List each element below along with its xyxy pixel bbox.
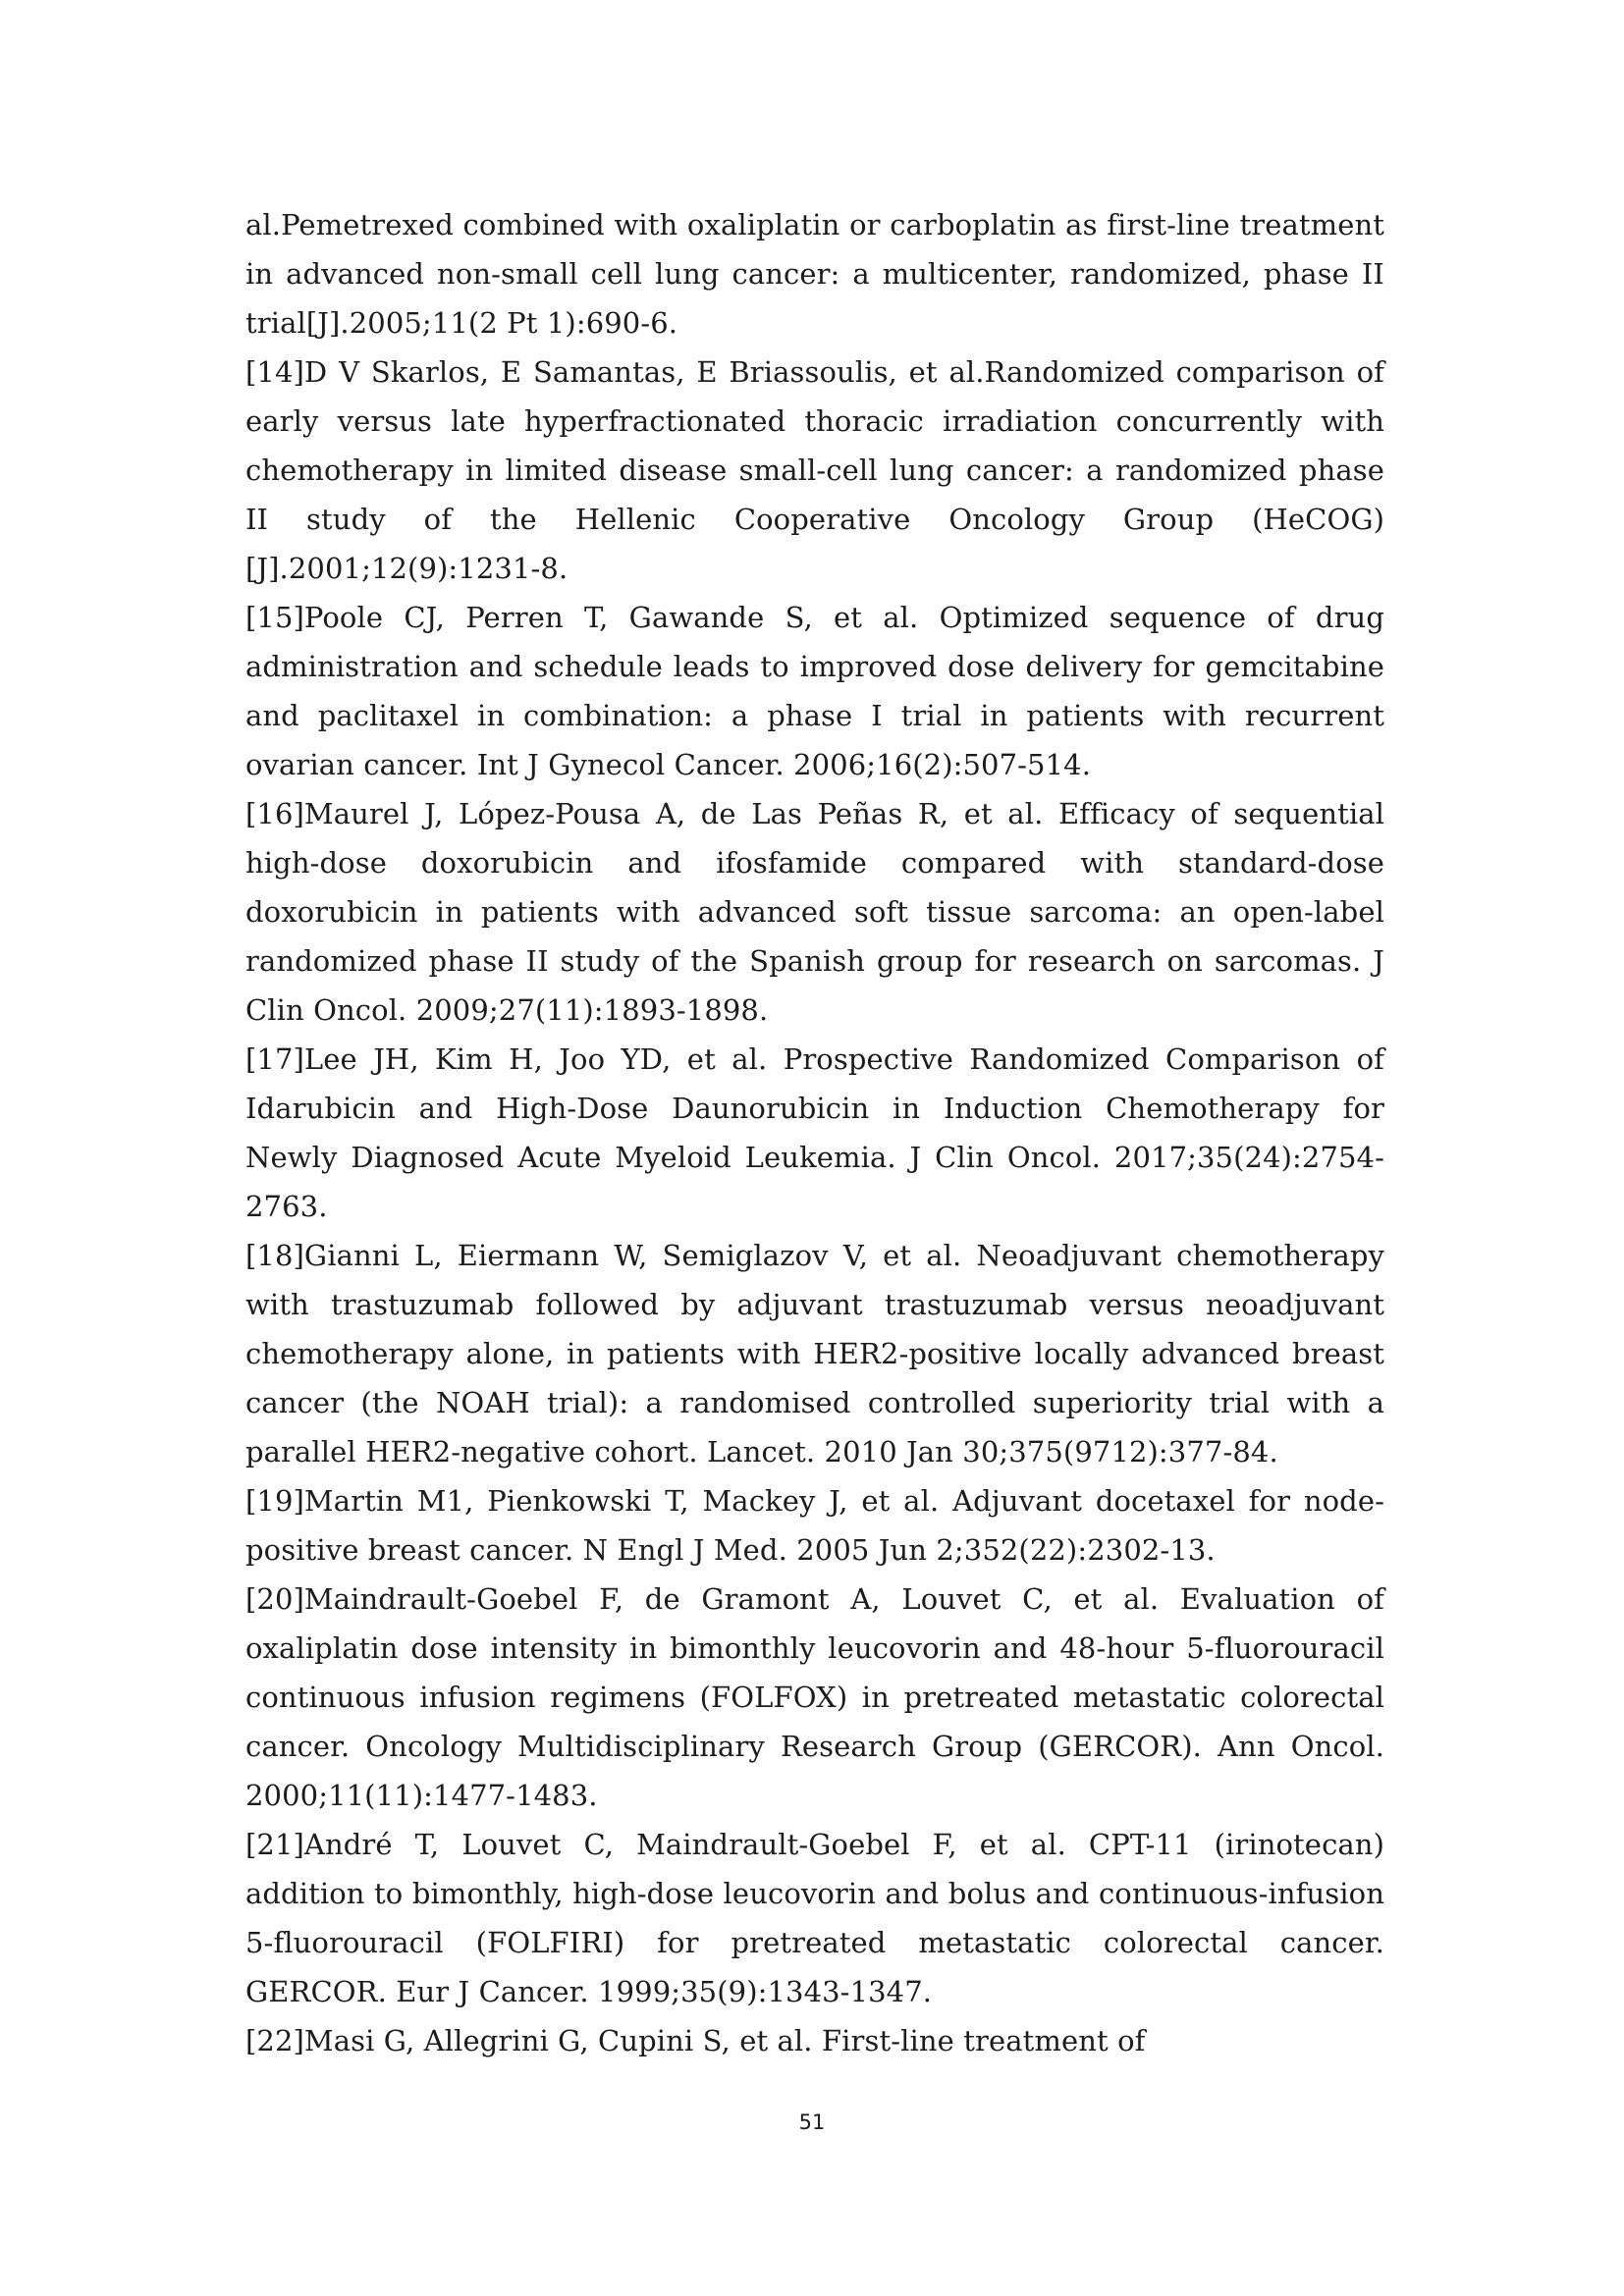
reference-entry: [21]André T, Louvet C, Maindrault-Goebel F, et al. CPT-11 (irinotecan) addition to bimonthly, high-dose leucovorin and bolus and continuous-infusion 5-fluorouracil (FOLFIRI) for pretreated metastatic colorectal cancer. GERCOR. Eur J Cancer. 1999;35(9):1343-1347. — [245, 1828, 1384, 2008]
reference-entry: [14]D V Skarlos, E Samantas, E Briassoulis, et al.Randomized comparison of early versus late hyperfractionated thoracic irradiation concurrently with chemotherapy in limited disease small-cell lung cancer: a randomized phase II study of the Hellenic Cooperative Oncology Group (HeCOG)[J].2001;12(9):1231-8. — [245, 355, 1384, 585]
reference-entry: [18]Gianni L, Eiermann W, Semiglazov V, et al. Neoadjuvant chemotherapy with trastuzumab followed by adjuvant trastuzumab versus neoadjuvant chemotherapy alone, in patients with HER2-positive locally advanced breast cancer (the NOAH trial): a randomised controlled superiority trial with a parallel HER2-negative cohort. Lancet. 2010 Jan 30;375(9712):377-84. — [245, 1239, 1384, 1468]
reference-entry: al.Pemetrexed combined with oxaliplatin or carboplatin as first-line treatment in advanced non-small cell lung cancer: a multicenter, randomized, phase II trial[J].2005;11(2 Pt 1):690-6. — [245, 208, 1384, 340]
reference-entry: [19]Martin M1, Pienkowski T, Mackey J, et al. Adjuvant docetaxel for node-positive breast cancer. N Engl J Med. 2005 Jun 2;352(22):2302-13. — [245, 1484, 1384, 1567]
reference-list — [245, 200, 1384, 2065]
reference-entry: [15]Poole CJ, Perren T, Gawande S, et al. Optimized sequence of drug administration and schedule leads to improved dose delivery for gemcitabine and paclitaxel in combination: a phase I trial in patients with recurrent ovarian cancer. Int J Gynecol Cancer. 2006;16(2):507-514. — [245, 601, 1384, 781]
reference-entry: [16]Maurel J, López-Pousa A, de Las Peñas R, et al. Efficacy of sequential high-dose doxorubicin and ifosfamide compared with standard-dose doxorubicin in patients with advanced soft tissue sarcoma: an open-label randomized phase II study of the Spanish group for research on sarcomas. J Clin Oncol. 2009;27(11):1893-1898. — [245, 797, 1384, 1027]
reference-entry: [22]Masi G, Allegrini G, Cupini S, et al. First-line treatment of — [245, 2024, 1146, 2057]
reference-entry: [17]Lee JH, Kim H, Joo YD, et al. Prospective Randomized Comparison of Idarubicin and High-Dose Daunorubicin in Induction Chemotherapy for Newly Diagnosed Acute Myeloid Leukemia. J Clin Oncol. 2017;35(24):2754-2763. — [245, 1042, 1384, 1223]
page-number: 51 — [798, 2110, 826, 2134]
reference-entry: [20]Maindrault-Goebel F, de Gramont A, Louvet C, et al. Evaluation of oxaliplatin dose intensity in bimonthly leucovorin and 48-hour 5-fluorouracil continuous infusion regimens (FOLFOX) in pretreated metastatic colorectal cancer. Oncology Multidisciplinary Research Group (GERCOR). Ann Oncol. 2000;11(11):1477-1483. — [245, 1582, 1384, 1812]
